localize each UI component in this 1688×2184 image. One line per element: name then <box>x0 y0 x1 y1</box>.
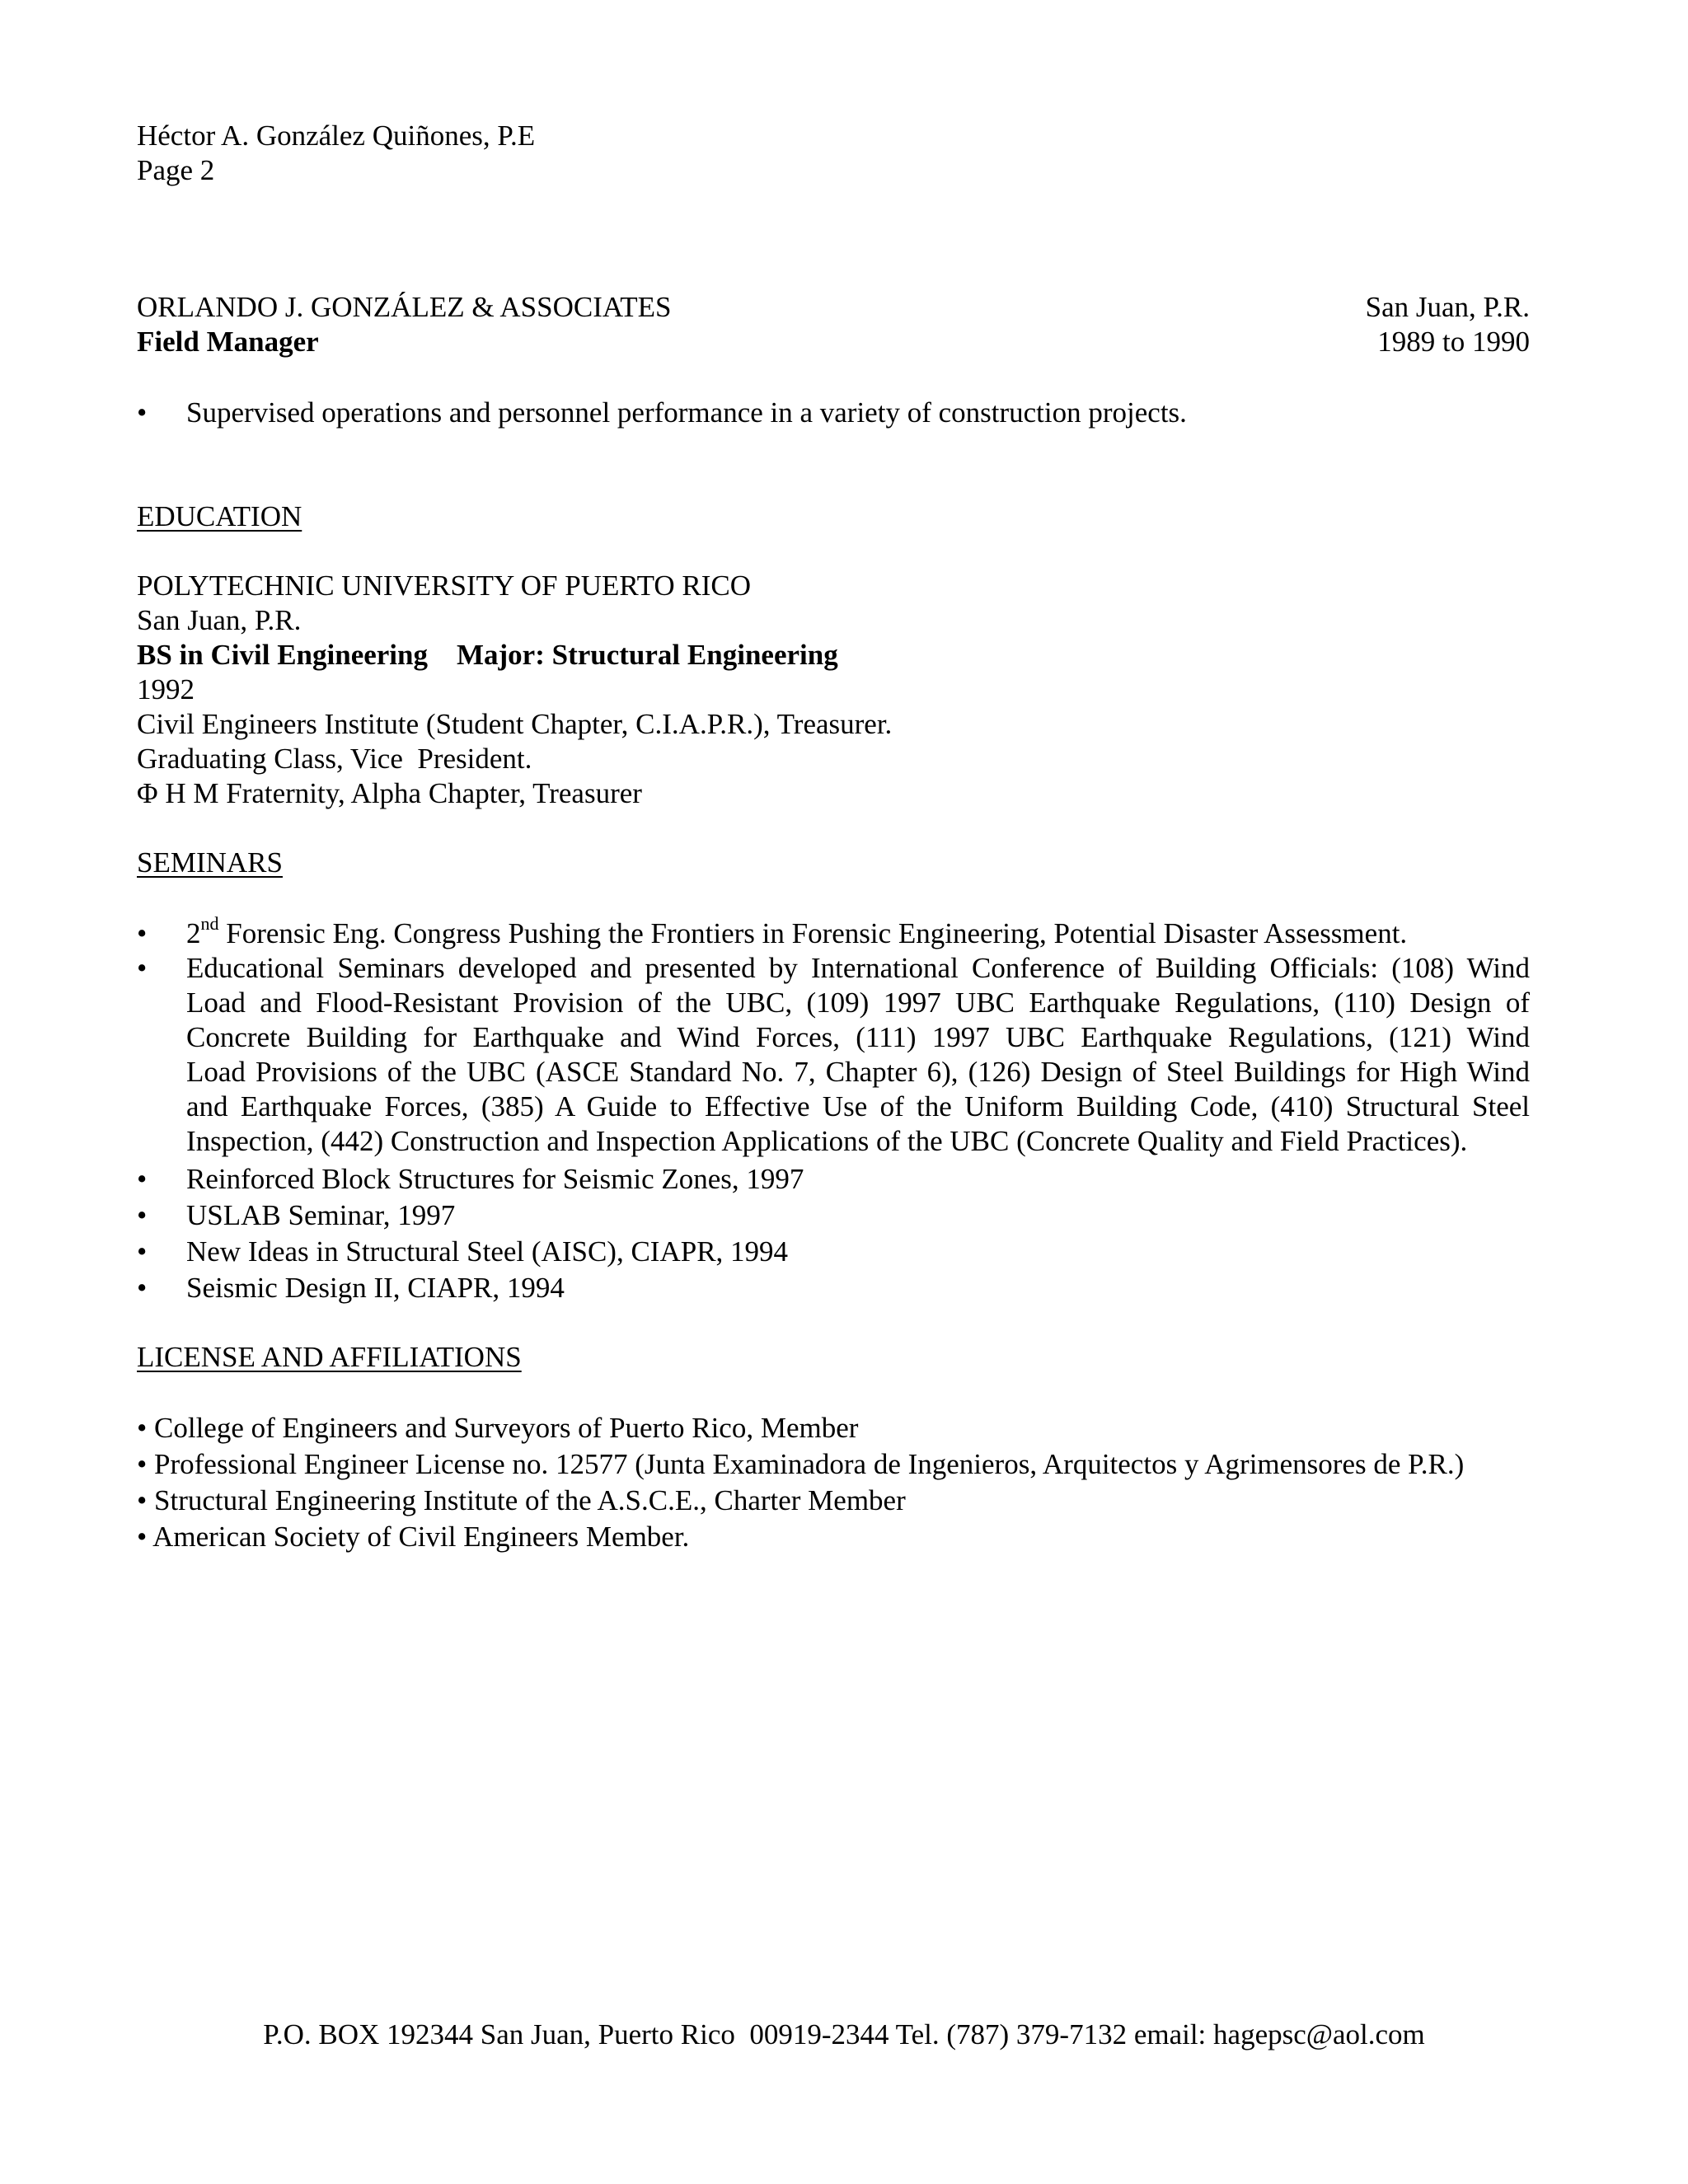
bullet-icon: • <box>137 1199 148 1231</box>
seminar-item-line: Inspection, (442) Construction and Inspection Applications of the UBC (Concrete Quality and Field Practices). <box>186 1125 1468 1157</box>
job-location: San Juan, P.R. <box>1365 291 1530 323</box>
seminars-heading: SEMINARS <box>137 846 283 879</box>
education-location: San Juan, P.R. <box>137 604 302 636</box>
license-item: • American Society of Civil Engineers Member. <box>137 1521 690 1553</box>
job-company: ORLANDO J. GONZÁLEZ & ASSOCIATES <box>137 291 672 323</box>
header-name: Héctor A. González Quiñones, P.E <box>137 120 536 152</box>
bullet-icon: • <box>137 1163 148 1195</box>
job-bullet: Supervised operations and personnel performance in a variety of construction projects. <box>186 396 1187 429</box>
seminar-item-text: Forensic Eng. Congress Pushing the Frontiers in Forensic Engineering, Potential Disaster Assessment. <box>218 917 1408 949</box>
license-item: • Structural Engineering Institute of the A.S.C.E., Charter Member <box>137 1484 906 1516</box>
education-degree: BS in Civil Engineering Major: Structural Engineering <box>137 639 838 671</box>
bullet-icon: • <box>137 396 148 429</box>
seminar-ordinal-number: 2 <box>186 917 201 949</box>
footer-contact: P.O. BOX 192344 San Juan, Puerto Rico 00919-2344 Tel. (787) 379-7132 email: hagepsc@aol.com <box>263 2018 1425 2050</box>
header-page-number: Page 2 <box>137 154 215 186</box>
bullet-icon: • <box>137 917 148 949</box>
license-heading: LICENSE AND AFFILIATIONS <box>137 1341 522 1373</box>
education-heading: EDUCATION <box>137 500 302 532</box>
education-year: 1992 <box>137 673 195 705</box>
job-dates: 1989 to 1990 <box>1377 326 1530 358</box>
seminar-item <box>186 913 1408 951</box>
education-activity: Civil Engineers Institute (Student Chapter, C.I.A.P.R.), Treasurer. <box>137 708 893 740</box>
seminar-item: Reinforced Block Structures for Seismic Zones, 1997 <box>186 1163 804 1195</box>
license-item: • Professional Engineer License no. 12577 (Junta Examinadora de Ingenieros, Arquitectos y Agrimensores de P.R.) <box>137 1448 1465 1480</box>
education-activity: Graduating Class, Vice President. <box>137 743 532 775</box>
seminar-ordinal-suffix: nd <box>200 913 219 935</box>
seminar-item-line: and Earthquake Forces, (385) A Guide to Effective Use of the Uniform Building Code, (410) Structural Steel <box>186 1090 1530 1122</box>
seminar-item-line: Educational Seminars developed and presented by International Conference of Building Officials: (108) Wind <box>186 952 1530 984</box>
bullet-icon: • <box>137 952 148 984</box>
seminar-item-line: Concrete Building for Earthquake and Wind Forces, (111) 1997 UBC Earthquake Regulations, (121) Wind <box>186 1021 1530 1053</box>
license-item: • College of Engineers and Surveyors of Puerto Rico, Member <box>137 1412 859 1444</box>
job-title: Field Manager <box>137 326 319 358</box>
bullet-icon: • <box>137 1235 148 1268</box>
seminar-item: Seismic Design II, CIAPR, 1994 <box>186 1272 565 1304</box>
seminar-item-line: Load Provisions of the UBC (ASCE Standard No. 7, Chapter 6), (126) Design of Steel Buildings for High Wind <box>186 1056 1530 1088</box>
education-activity: Φ H M Fraternity, Alpha Chapter, Treasurer <box>137 777 642 809</box>
seminar-item-line: Load and Flood-Resistant Provision of the UBC, (109) 1997 UBC Earthquake Regulations, (110) Design of <box>186 987 1530 1019</box>
bullet-icon: • <box>137 1272 148 1304</box>
seminar-item: New Ideas in Structural Steel (AISC), CIAPR, 1994 <box>186 1235 789 1268</box>
education-school: POLYTECHNIC UNIVERSITY OF PUERTO RICO <box>137 569 751 602</box>
seminar-item: USLAB Seminar, 1997 <box>186 1199 456 1231</box>
